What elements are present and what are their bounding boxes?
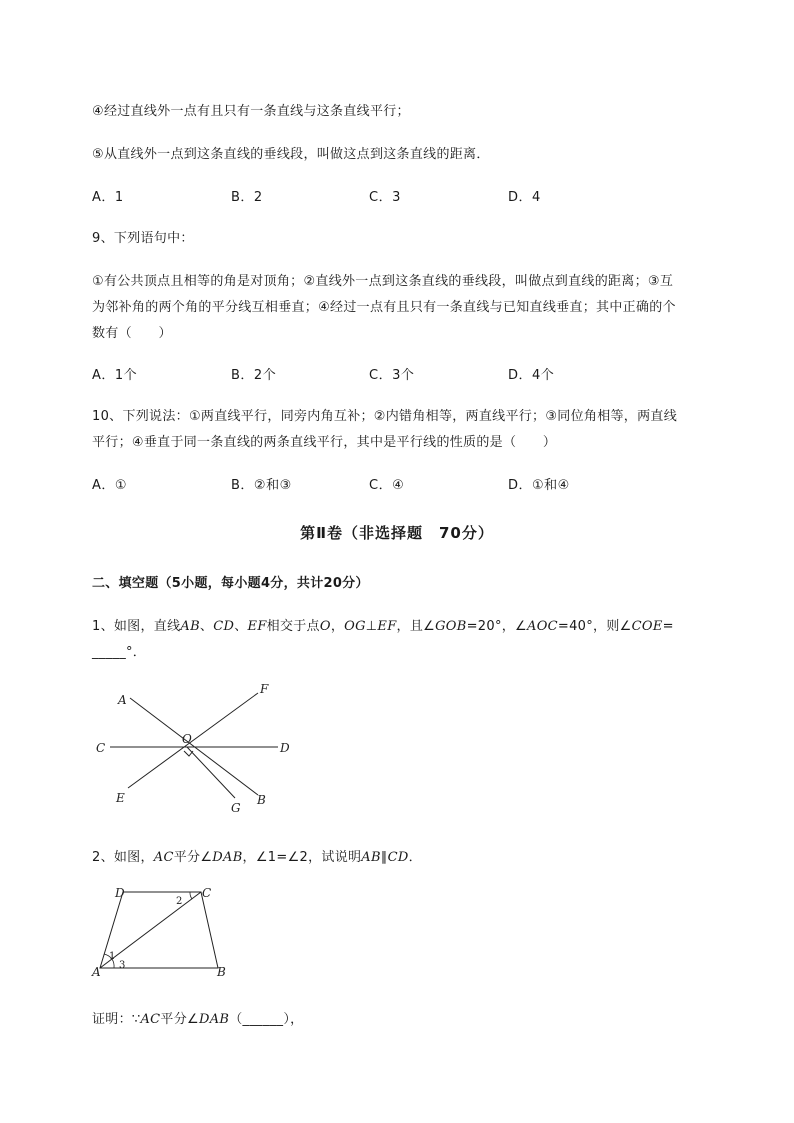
fill1-text: =40°，则∠ bbox=[557, 619, 632, 634]
label-c: C bbox=[202, 886, 212, 900]
label-a: A bbox=[118, 693, 127, 707]
label-b: B bbox=[257, 793, 266, 807]
angle-2-arc bbox=[190, 892, 192, 899]
q9-option-a: A．1个 bbox=[92, 368, 138, 383]
proof-text: 证明：∵ bbox=[92, 1012, 141, 1027]
statement-4: ④经过直线外一点有且只有一条直线与这条直线平行； bbox=[92, 104, 410, 119]
q10-option-a: A．① bbox=[92, 478, 128, 493]
q10-option-b: B．②和③ bbox=[231, 478, 292, 493]
var-ef: EF bbox=[377, 619, 397, 634]
label-f: F bbox=[260, 682, 269, 696]
part2-title: 第Ⅱ卷（非选择题 70分） bbox=[300, 524, 494, 542]
label-o: O bbox=[182, 732, 192, 746]
q8-option-a: A．1 bbox=[92, 190, 124, 205]
var-ab: AB bbox=[180, 619, 200, 634]
label-e: E bbox=[116, 791, 125, 805]
fill1-text: 、 bbox=[199, 619, 214, 634]
fill2-question bbox=[92, 846, 422, 865]
fill1-question bbox=[92, 615, 674, 634]
fill2-text: ∥ bbox=[380, 850, 388, 865]
fill1-text: ，且∠ bbox=[396, 619, 436, 634]
q9-option-d: D．4个 bbox=[508, 368, 555, 383]
q9-body-line-3: 数有（ ） bbox=[92, 326, 172, 341]
label-b: B bbox=[217, 965, 226, 979]
label-a: A bbox=[92, 965, 101, 979]
label-d: D bbox=[280, 741, 290, 755]
var-ac: AC bbox=[153, 850, 174, 865]
q10-option-c: C．④ bbox=[369, 478, 405, 493]
var-dab: DAB bbox=[198, 1012, 230, 1027]
var-ef: EF bbox=[247, 619, 267, 634]
fill1-text: = bbox=[662, 619, 674, 634]
var-coe: COE bbox=[631, 619, 663, 634]
angle-label-1: 1 bbox=[109, 951, 116, 962]
q8-option-d: D．4 bbox=[508, 190, 541, 205]
angle-label-2: 2 bbox=[176, 896, 183, 907]
var-ac: AC bbox=[140, 1012, 161, 1027]
q9-body-line-2: 为邻补角的两个角的平分线互相垂直；④经过一点有且只有一条直线与已知直线垂直；其中正确的个 bbox=[92, 300, 676, 315]
fill2-text: 2、如图， bbox=[92, 850, 154, 865]
proof-answer-blank: （______）， bbox=[229, 1012, 304, 1027]
q9-body-line-1: ①有公共顶点且相等的角是对顶角；②直线外一点到这条直线的垂线段，叫做点到直线的距离；③互 bbox=[92, 274, 674, 289]
label-g: G bbox=[231, 801, 241, 815]
proof-line bbox=[92, 1008, 303, 1027]
statement-5: ⑤从直线外一点到这条直线的垂线段，叫做这点到这条直线的距离． bbox=[92, 147, 490, 162]
q9-option-c: C．3个 bbox=[369, 368, 415, 383]
q10-body-line-2: 平行；④垂直于同一条直线的两条直线平行，其中是平行线的性质的是（ ） bbox=[92, 435, 557, 450]
q9-option-b: B．2个 bbox=[231, 368, 277, 383]
fill1-text: 、 bbox=[234, 619, 248, 634]
figure-intersecting-lines bbox=[90, 680, 300, 820]
fill1-answer-blank: _____°． bbox=[92, 645, 147, 660]
fill1-text: 1、如图，直线 bbox=[92, 619, 181, 634]
fill2-text: ． bbox=[408, 850, 422, 865]
var-aoc: AOC bbox=[527, 619, 558, 634]
var-gob: GOB bbox=[435, 619, 467, 634]
var-og: OG bbox=[344, 619, 366, 634]
var-cd: CD bbox=[387, 850, 409, 865]
q8-option-b: B．2 bbox=[231, 190, 263, 205]
label-d: D bbox=[115, 886, 125, 900]
q8-option-c: C．3 bbox=[369, 190, 401, 205]
q10-option-d: D．①和④ bbox=[508, 478, 570, 493]
label-c: C bbox=[96, 741, 106, 755]
angle-label-3: 3 bbox=[119, 960, 126, 971]
fill2-text: ，∠1=∠2，试说明 bbox=[242, 850, 362, 865]
figure-trapezoid bbox=[90, 884, 240, 984]
fill1-text: 相交于点 bbox=[266, 619, 320, 634]
trapezoid-abcd bbox=[100, 892, 218, 968]
fill1-text: ， bbox=[330, 619, 345, 634]
var-dab: DAB bbox=[212, 850, 243, 865]
q10-body-line-1: 10、下列说法：①两直线平行，同旁内角互补；②内错角相等，两直线平行；③同位角相等，两直线 bbox=[92, 409, 678, 424]
q9-stem: 9、下列语句中： bbox=[92, 231, 194, 246]
var-cd: CD bbox=[213, 619, 235, 634]
proof-text: 平分∠ bbox=[160, 1012, 199, 1027]
var-ab: AB bbox=[361, 850, 381, 865]
fill2-text: 平分∠ bbox=[173, 850, 213, 865]
section-heading: 二、填空题（5小题，每小题4分，共计20分） bbox=[92, 576, 369, 591]
fill1-text: =20°，∠ bbox=[466, 619, 527, 634]
var-o: O bbox=[319, 619, 331, 634]
line-ef bbox=[128, 693, 258, 788]
fill1-text: ⊥ bbox=[365, 619, 378, 634]
